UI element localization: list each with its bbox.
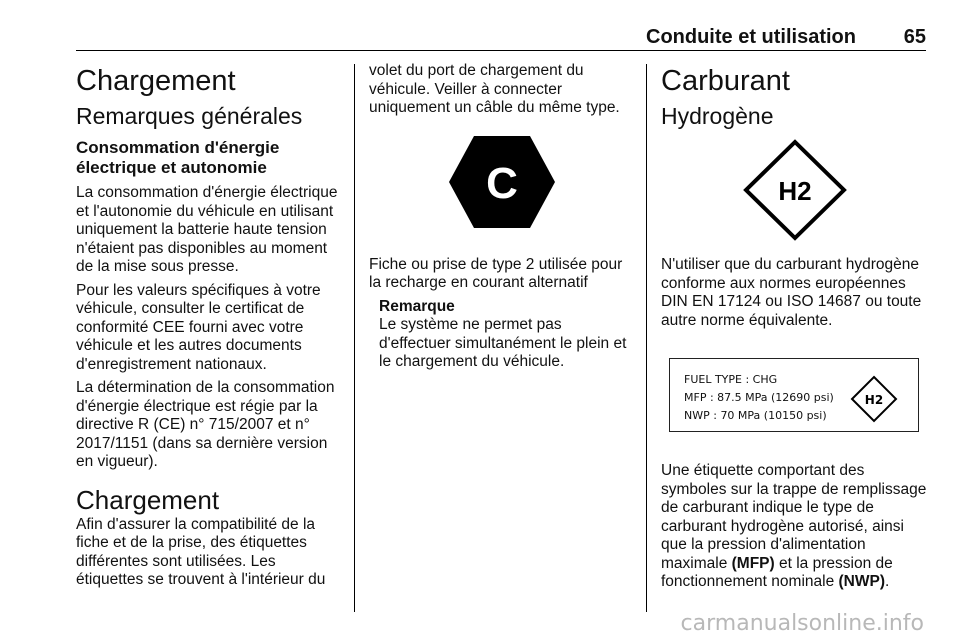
paragraph: La consommation d'énergie électrique et l'autonomie du véhicule en utilisant uniquement la batterie haute tension n'étaient pas disponibles au moment de la mise sous presse. (76, 184, 338, 275)
paragraph: Fiche ou prise de type 2 utilisée pour la recharge en courant alternatif (369, 255, 623, 291)
nwp-line: NWP : 70 MPa (10150 psi) (684, 409, 827, 422)
column-middle (369, 62, 635, 377)
note-block (379, 298, 635, 372)
mfp-line: MFP : 87.5 MPa (12690 psi) (684, 391, 834, 404)
connector-type-c-icon (447, 132, 557, 232)
subheading-chargement: Chargement (76, 484, 220, 515)
column-left (76, 62, 342, 595)
paragraph: Afin d'assurer la compatibilité de la fiche et de la prise, des étiquettes différentes sont utilisées. Les étiquettes se trouvent à l'intérieur du (76, 515, 326, 588)
paragraph: Pour les valeurs spécifiques à votre véhicule, consulter le certificat de conformité CEE fourni avec votre véhicule et les autres documents d'enregistrement nationaux. (76, 281, 321, 373)
column-right (661, 62, 929, 597)
subheading-remarques: Remarques générales (76, 103, 303, 129)
subheading-consommation: Consommation d'énergie électrique et autonomie (76, 138, 280, 177)
watermark: carmanualsonline.info (680, 611, 924, 636)
paragraph: volet du port de chargement du véhicule. Veiller à connecter uniquement un câble du même type. (369, 62, 620, 116)
section-heading-chargement: Chargement (76, 65, 236, 97)
paragraph: La détermination de la consommation d'énergie électrique est régie par la directive R (CE) n° 715/2007 et n° 2017/1151 (dans sa dernière version en vigueur). (76, 379, 335, 470)
section-title: Conduite et utilisation (646, 26, 856, 48)
fuel-label-lines (684, 371, 834, 425)
connector-letter: C (486, 158, 518, 208)
h2-symbol-text: H2 (778, 176, 812, 206)
nwp-abbrev: (NWP) (838, 573, 886, 590)
column-divider (354, 64, 355, 612)
page-header (76, 24, 926, 51)
svg-text:H2: H2 (864, 393, 884, 407)
note-label: Remarque (379, 297, 455, 315)
fuel-label-h2-icon (850, 375, 898, 423)
fuel-type-line: FUEL TYPE : CHG (684, 373, 778, 386)
hydrogen-h2-icon (740, 138, 850, 242)
paragraph-label-description: Une étiquette comportant des symboles sur la trappe de remplissage de carburant indique le type de carburant hydrogène autorisé, ainsi que la pression d'alimentation maximale (MFP) et la pression de fonctionnement nominale (NWP). (661, 462, 927, 590)
paragraph: N'utiliser que du carburant hydrogène conforme aux normes européennes DIN EN 17124 ou ISO 14687 ou toute autre norme équivalente. (661, 256, 922, 329)
note-text: Le système ne permet pas d'effectuer simultanément le plein et le chargement du véhicule. (379, 316, 627, 370)
column-divider (646, 64, 647, 612)
mfp-abbrev: (MFP) (731, 554, 775, 572)
page-number: 65 (903, 26, 926, 48)
section-heading-carburant: Carburant (661, 65, 790, 97)
fuel-type-label (669, 358, 919, 432)
subheading-hydrogene: Hydrogène (661, 103, 774, 129)
